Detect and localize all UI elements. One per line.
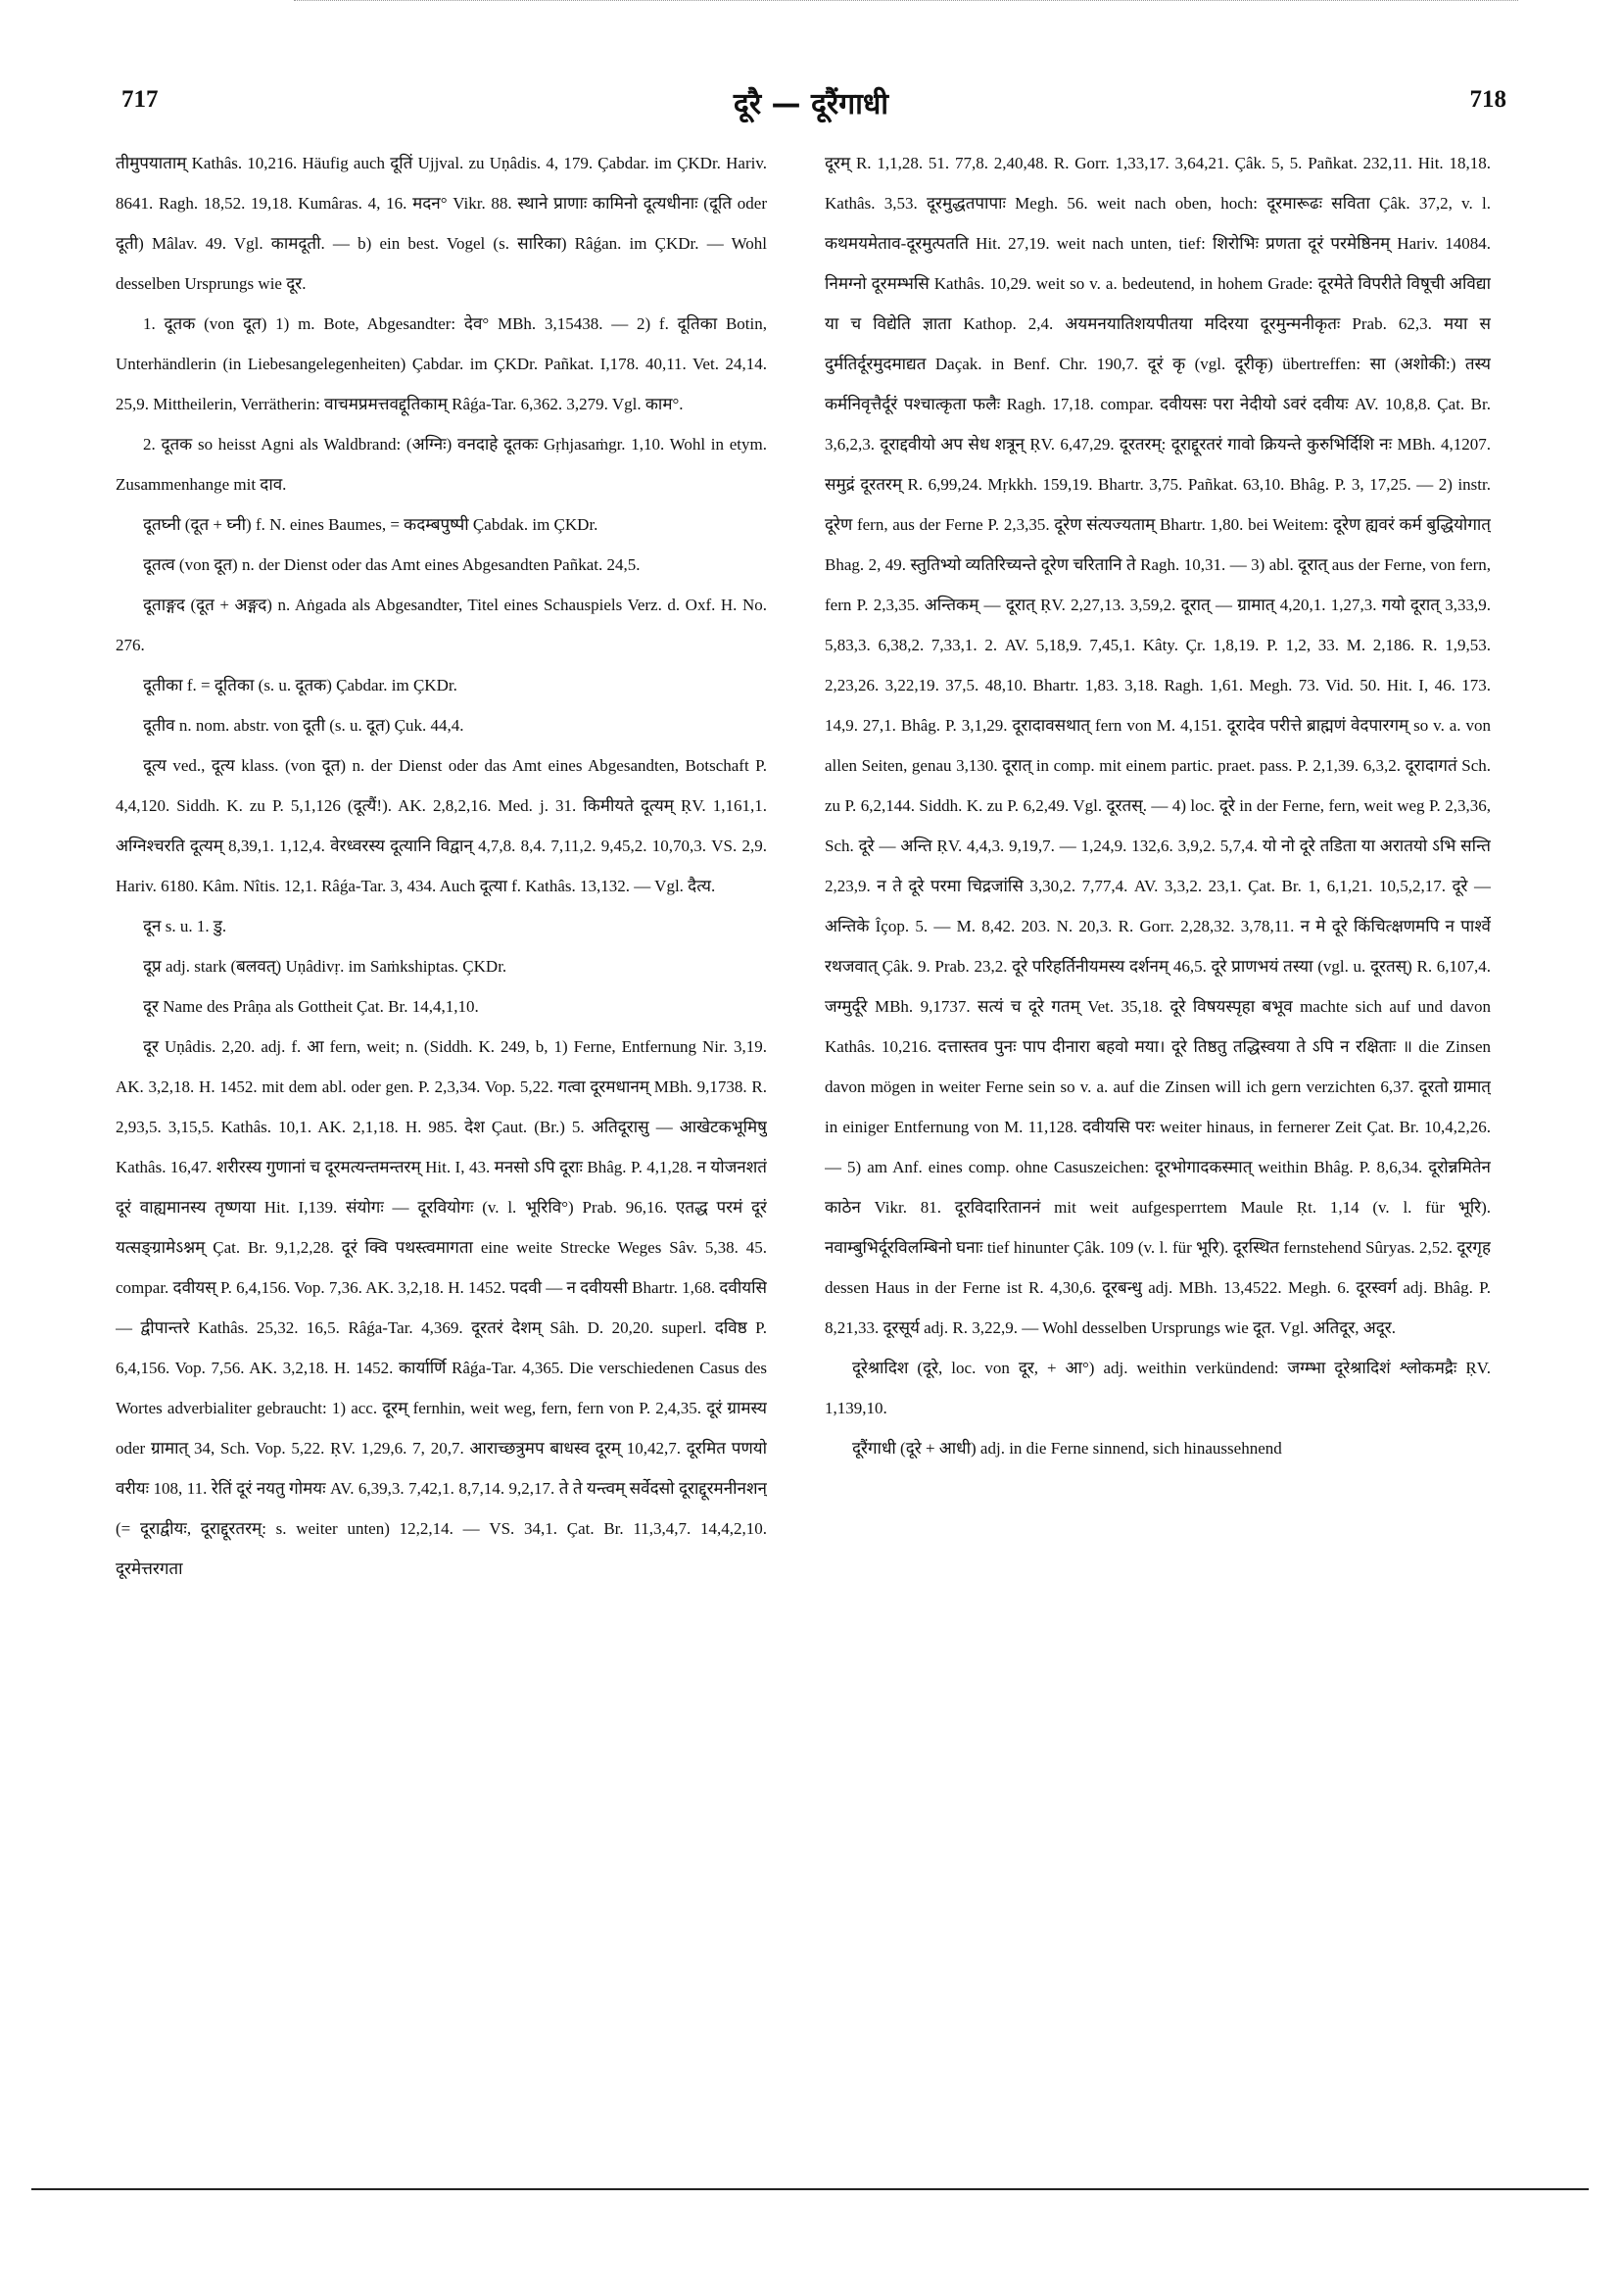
entry-continuation: तीमुपयाताम् Kathâs. 10,216. Häufig auch दूतिं Ujjval. zu Uṇâdis. 4, 179. Çabdar. im ÇKDr. Hariv. 8641. Ragh. 18,52. 19,18. Kumâras. 4, 16. मदन° Vikr. 88. स्थाने प्राणाः कामिनो दूत्यधीनाः (दूति oder दूती) Mâlav. 49. Vgl. कामदूती. — b) ein best. Vogel (s. सारिका) Râǵan. im ÇKDr. — Wohl desselben Ursprungs wie दूर. bbox=[116, 154, 767, 293]
page-header bbox=[116, 86, 1506, 125]
right-column bbox=[825, 143, 1491, 1985]
entry-dutya: दूत्य ved., दूत्य klass. (von दूत) n. der Dienst oder das Amt eines Abgesandten, Botschaft P. 4,4,120. Siddh. K. zu P. 5,1,126 (दूत्यैं!). AK. 2,8,2,16. Med. j. 31. किमीयते दूत्यम् ṚV. 1,161,1. अग्निश्चरति दूत्यम् 8,39,1. 1,12,4. वेरध्वरस्य दूत्यानि विद्वान् 4,7,8. 8,4. 7,11,2. 9,45,2. 10,70,3. VS. 2,9. Hariv. 6180. Kâm. Nîtis. 12,1. Râǵa-Tar. 3, 434. Auch दूत्या f. Kathâs. 13,132. — Vgl. दैत्य. bbox=[116, 756, 767, 895]
entry-dura: दूर Uṇâdis. 2,20. adj. f. आ fern, weit; n. (Siddh. K. 249, b, 1) Ferne, Entfernung Nir. 3,19. AK. 3,2,18. H. 1452. mit dem abl. oder gen. P. 2,3,34. Vop. 5,22. गत्वा दूरमधानम् MBh. 9,1738. R. 2,93,5. 3,15,5. Kathâs. 10,1. AK. 2,1,18. H. 985. देश Çaut. (Br.) 5. अतिदूरासु — आखेटकभूमिषु Kathâs. 16,47. शरीरस्य गुणानां च दूरमत्यन्तमन्तरम् Hit. I, 43. मनसो ऽपि दूराः Bhâg. P. 4,1,28. न योजनशतं दूरं वाह्यमानस्य तृष्णया Hit. I,139. संयोगः — दूरवियोगः (v. l. भूरिवि°) Prab. 96,16. एतद्ध परमं दूरं यत्सङ्ग्रामेऽश्नम् Çat. Br. 9,1,2,28. दूरं क्वि पथस्त्वमागता eine weite Strecke Weges Sâv. 5,38. 45. compar. दवीयस् P. 6,4,156. Vop. 7,36. AK. 3,2,18. H. 1452. पदवी — न दवीयसी Bhartr. 1,68. दवीयसि — द्वीपान्तरे Kathâs. 25,32. 16,5. Râǵa-Tar. 4,369. दूरतरं देशम् Sâh. D. 20,20. superl. दविष्ठ P. 6,4,156. Vop. 7,56. AK. 3,2,18. H. 1452. कार्यार्णि Râǵa-Tar. 4,365. Die verschiedenen Casus des Wortes adverbialiter gebraucht: 1) acc. दूरम् fernhin, weit weg, fern, fern von P. 2,4,35. दूरं ग्रामस्य oder ग्रामात् 34, Sch. Vop. 5,22. ṚV. 1,29,6. 7, 20,7. आराच्छत्रुमप बाधस्व दूरम् 10,42,7. दूरमित पणयो वरीयः 108, 11. रेतिं दूरं नयतु गोमयः AV. 6,39,3. 7,42,1. 8,7,14. 9,2,17. ते ते यन्त्वम् सर्वेदसो दूराद्दूरमनीनशन् (= दूराद्वीयः, दूराद्दूरतरम्: s. weiter unten) 12,2,14. — VS. 34,1. Çat. Br. 11,3,4,7. 14,4,2,10. दूरमेत्तरगता bbox=[116, 1037, 767, 1578]
entry-dutaka-1: 1. दूतक (von दूत) 1) m. Bote, Abgesandter: देव° MBh. 3,15438. — 2) f. दूतिका Botin, Unterhändlerin (in Liebesangelegenheiten) Çabdar. im ÇKDr. Pañkat. I,178. 40,11. Vet. 24,14. 25,9. Mittheilerin, Verrätherin: वाचमप्रमत्तवद्दूतिकाम् Râǵa-Tar. 6,362. 3,279. Vgl. काम°. bbox=[116, 314, 767, 413]
entry-duna: दून s. u. 1. डु. bbox=[143, 917, 227, 935]
top-edge-speckle bbox=[294, 0, 1518, 4]
entry-dutaka-2: 2. दूतक so heisst Agni als Waldbrand: (अग्निः) वनदाहे दूतकः Gṛhjasaṁgr. 1,10. Wohl in etym. Zusammenhange mit दाव. bbox=[116, 435, 767, 494]
entry-dura-continuation: दूरम् R. 1,1,28. 51. 77,8. 2,40,48. R. Gorr. 1,33,17. 3,64,21. Çâk. 5, 5. Pañkat. 232,11. Hit. 18,18. Kathâs. 3,53. दूरमुद्धतपापाः Megh. 56. weit nach oben, hoch: दूरमारूढः सविता Çâk. 37,2, v. l. कथमयमेताव-दूरमुत्पतति Hit. 27,19. weit nach unten, tief: शिरोभिः प्रणता दूरं परमेष्ठिनम् Hariv. 14084. निमग्नो दूरमम्भसि Kathâs. 10,29. weit so v. a. bedeutend, in hohem Grade: दूरमेते विपरीते विषूची अविद्या या च विद्येति ज्ञाता Kathop. 2,4. अयमनयातिशयपीतया मदिरया दूरमुन्मनीकृतः Prab. 62,3. मया स दुर्मतिर्दूरमुदमाद्यत Daçak. in Benf. Chr. 190,7. दूरं कृ (vgl. दूरीकृ) übertreffen: सा (अशोकी:) तस्य कर्मनिवृत्तैर्दूरं पश्चात्कृता फलैः Ragh. 17,18. compar. दवीयसः परा नेदीयो ऽवरं दवीयः AV. 10,8,8. Çat. Br. 3,6,2,3. दूराद्दवीयो अप सेध शत्रून् ṚV. 6,47,29. दूरतरम्: दूराद्दूरतरं गावो क्रियन्ते कुरुभिर्दिशि नः MBh. 4,1207. समुद्रं दूरतरम् R. 6,99,24. Mṛkkh. 159,19. Bhartr. 3,75. Pañkat. 63,10. Bhâg. P. 3, 17,25. — 2) instr. दूरेण fern, aus der Ferne P. 2,3,35. दूरेण संत्यज्यताम् Bhartr. 1,80. bei Weitem: दूरेण ह्यवरं कर्म बुद्धियोगात् Bhag. 2, 49. स्तुतिभ्यो व्यतिरिच्यन्ते दूरेण चरितानि ते Ragh. 10,31. — 3) abl. दूरात् aus der Ferne, von fern, fern P. 2,3,35. अन्तिकम् — दूरात् ṚV. 2,27,13. 3,59,2. दूरात् — ग्रामात् 4,20,1. 1,27,3. गयो दूरात् 3,33,9. 5,83,3. 6,38,2. 7,33,1. 2. AV. 5,18,9. 7,45,1. Kâty. Çr. 1,8,19. P. 1,2, 33. M. 2,186. R. 1,9,53. 2,23,26. 3,22,19. 37,5. 48,10. Bhartr. 1,83. 3,18. Ragh. 1,61. Megh. 73. Vid. 50. Hit. I, 46. 173. 14,9. 27,1. Bhâg. P. 3,1,29. दूरादावसथात् fern von M. 4,151. दूरादेव परीत्ते ब्राह्मणं वेदपारगम् so v. a. von allen Seiten, genau 3,130. दूरात् in comp. mit einem partic. praet. pass. P. 2,1,39. 6,3,2. दूरादागतं Sch. zu P. 6,2,144. Siddh. K. zu P. 6,2,49. Vgl. दूरतस्. — 4) loc. दूरे in der Ferne, fern, weit weg P. 2,3,36, Sch. दूरे — अन्ति ṚV. 4,4,3. 9,19,7. — 1,24,9. 132,6. 3,9,2. 5,7,4. यो नो दूरे तडिता या अरातयो ऽभि सन्ति 2,23,9. न ते दूरे परमा चिद्रजांसि 3,30,2. 7,77,4. AV. 3,3,2. 23,1. Çat. Br. 1, 6,1,21. 10,5,2,17. दूरे — अन्तिके Îçop. 5. — M. 8,42. 203. N. 20,3. R. Gorr. 2,28,32. 3,78,11. न मे दूरे किंचित्क्षणमपि न पार्श्वे रथजवात् Çâk. 9. Prab. 23,2. दूरे परिहर्तिनीयमस्य दर्शनम् 46,5. दूरे प्राणभयं तस्या (vgl. u. दूरतस्) R. 6,107,4. जग्मुर्दूरे MBh. 9,1737. सत्यं च दूरे गतम् Vet. 35,18. दूरे विषयस्पृहा बभूव machte sich auf und davon Kathâs. 10,216. दत्तास्तव पुनः पाप दीनारा बहवो मया। दूरे तिष्ठतु तद्धिस्वया ते ऽपि न रक्षिताः ॥ die Zinsen davon mögen in weiter Ferne sein so v. a. auf die Zinsen will ich gern verzichten 6,37. दूरतो ग्रामात् in einiger Entfernung von M. 11,128. दवीयसि परः weiter hinaus, in fernerer Zeit Çat. Br. 10,4,2,26. — 5) am Anf. eines comp. ohne Casuszeichen: दूरभोगादकस्मात् weithin Bhâg. P. 8,6,34. दूरोन्नमितेन काठेन Vikr. 81. दूरविदारिताननं mit weit aufgesperrtem Maule Ṛt. 1,14 (v. l. für भूरि). नवाम्बुभिर्दूरविलम्बिनो घनाः tief hinunter Çâk. 109 (v. l. für भूरि). दूरस्थित fernstehend Sûryas. 2,52. दूरगृह dessen Haus in der Ferne ist R. 4,30,6. दूरबन्धु adj. MBh. 13,4522. Megh. 6. दूरस्वर्ग adj. Bhâg. P. 8,21,33. दूरसूर्य adj. R. 3,22,9. — Wohl desselben Ursprungs wie दूत. Vgl. अतिदूर, अदूर. bbox=[825, 154, 1491, 1337]
entry-dutika: दूतीका f. = दूतिका (s. u. दूतक) Çabdar. im ÇKDr. bbox=[143, 676, 457, 694]
entry-dutaghni: दूतघ्नी (दूत + घ्नी) f. N. eines Baumes, = कदम्बपुष्पी Çabdak. im ÇKDr. bbox=[143, 515, 598, 534]
entry-dureadhi: दूरैंगाधी (दूरे + आधी) adj. in die Ferne sinnend, sich hinaussehnend bbox=[852, 1439, 1282, 1458]
entry-dutiva: दूतीव n. nom. abstr. von दूती (s. u. दूत) Çuk. 44,4. bbox=[143, 716, 464, 735]
entry-dutangada: दूताङ्गद (दूत + अङ्गद) n. Aṅgada als Abgesandter, Titel eines Schauspiels Verz. d. Oxf. H. No. 276. bbox=[116, 596, 767, 654]
running-head: दूरै — दूरैंगाधी bbox=[733, 87, 889, 121]
page-number-right: 718 bbox=[1469, 86, 1506, 113]
entry-dureadisha: दूरेश्रादिश (दूरे, loc. von दूर, + आ°) adj. weithin verkündend: जग्म्भा दूरेश्रादिशं श्लोकमद्रैः ṚV. 1,139,10. bbox=[825, 1359, 1491, 1417]
page-number-left: 717 bbox=[121, 86, 159, 113]
entry-dutatva: दूतत्व (von दूत) n. der Dienst oder das Amt eines Abgesandten Pañkat. 24,5. bbox=[143, 555, 641, 574]
entry-dupra: दूप्र adj. stark (बलवत्) Uṇâdivṛ. im Saṁkshiptas. ÇKDr. bbox=[143, 957, 507, 976]
bottom-rule bbox=[31, 2188, 1589, 2190]
left-column bbox=[116, 143, 767, 1985]
entry-dura-prana: दूर Name des Prâṇa als Gottheit Çat. Br. 14,4,1,10. bbox=[143, 997, 479, 1016]
